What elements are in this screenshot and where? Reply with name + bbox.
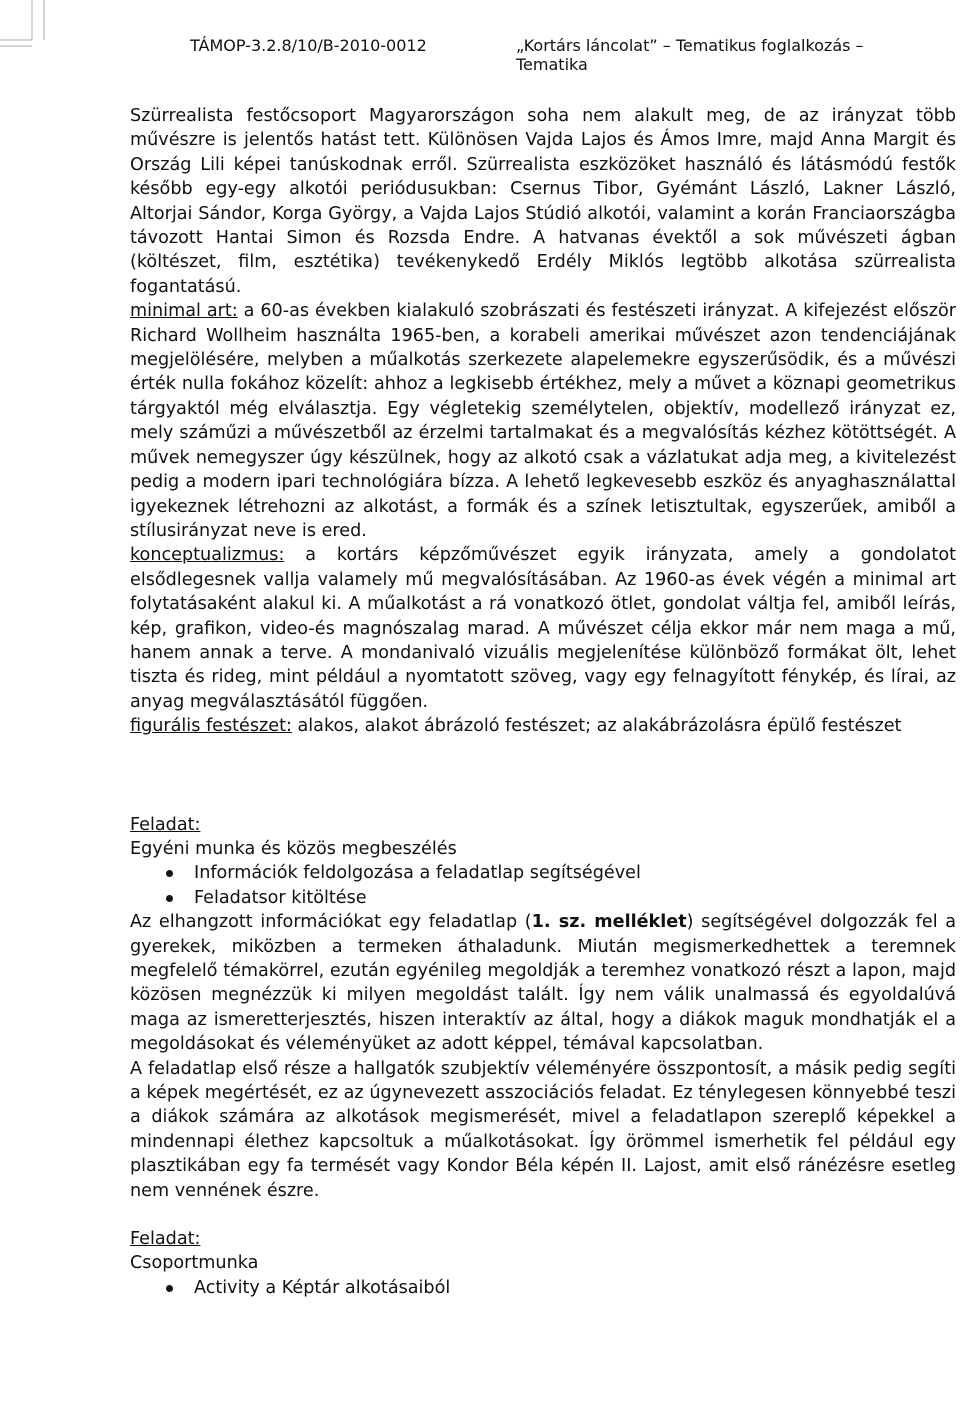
task1-attachment-ref: 1. sz. melléklet (531, 912, 687, 933)
task1-subtitle: Egyéni munka és közös megbeszélés (130, 838, 457, 859)
corner-crop-marks (0, 0, 60, 60)
spacer (130, 1203, 956, 1227)
konceptualizmus-paragraph (130, 543, 956, 714)
document-body (130, 104, 956, 1300)
task1-paragraph1 (130, 910, 956, 1056)
def-figuralis: alakos, alakot ábrázoló festészet; az alakábrázolásra épülő festészet (291, 716, 902, 737)
term-minimal-art: minimal art: (130, 301, 238, 322)
task1-paragraph2: A feladatlap első része a hallgatók szubjektív véleményére összpontosít, a másik pedig segíti a képek megértését, ez az úgynevezett asszociációs feladat. Ez ténylegesen könnyebbé teszi a diákok számára az alkotások megismerését, mivel a feladatlapon szereplő képekkel a mindennapi élethez kapcsoltuk a műalkotásokat. Így örömmel ismerhetik fel például egy plasztikában egy fa termését vagy Kondor Béla képén II. Lajost, amit első ránézésre esetleg nem vennének észre. (130, 1058, 956, 1201)
task2-subtitle: Csoportmunka (130, 1253, 259, 1274)
project-code: TÁMOP-3.2.8/10/B-2010-0012 (190, 36, 427, 55)
figuralis-paragraph (130, 714, 956, 738)
task1-list (130, 861, 956, 910)
spacer (130, 739, 956, 813)
task1-para1-text-rest: ) segítségével dolgozzák fel a gyerekek, miközben a termeken áthaladunk. Miután megismerkedhettek a teremnek megfelelő témakörrel, ezután egyénileg megoldják a teremhez vonatkozó részt a lapon, majd közösen megnézzük ki milyen megoldást talált. Így nem válik unalmassá és egyoldalúvá maga az ismeretterjesztés, hiszen interaktív az által, hogy a diákok maguk mondhatják el a megoldásokat és véleményüket az adott képpel, témával kapcsolatban. (130, 912, 957, 1055)
task1-para1-text: Az elhangzott információkat egy feladatlap ( (130, 912, 532, 933)
task1-heading: Feladat: (130, 814, 201, 835)
term-konceptualizmus: konceptualizmus: (130, 545, 285, 566)
list-item: Információk feldolgozása a feladatlap segítségével (130, 861, 956, 885)
task2-heading: Feladat: (130, 1229, 201, 1250)
list-item: Activity a Képtár alkotásaiból (130, 1276, 956, 1300)
list-item: Feladatsor kitöltése (130, 886, 956, 910)
intro-paragraph: Szürrealista festőcsoport Magyarországon soha nem alakult meg, de az irányzat több művészre is jelentős hatást tett. Különösen Vajda Lajos és Ámos Imre, majd Anna Margit és Ország Lili képei tanúskodnak erről. Szürrealista eszközöket használó és látásmódú festők később egy-egy alkotói periódusukban: Csernus Tibor, Gyémánt László, Lakner László, Altorjai Sándor, Korga György, a Vajda Lajos Stúdió alkotói, valamint a korán Franciaországba távozott Hantai Simon és Rozsda Endre. A hatvanas évektől a sok művészeti ágban (költészet, film, esztétika) tevékenykedő Erdély Miklós legtöbb alkotása szürrealista fogantatású. (130, 106, 956, 297)
def-konceptualizmus: a kortárs képzőművészet egyik irányzata, amely a gondolatot elsődlegesnek vallja valamely mű megvalósításában. Az 1960-as évek végén a minimal art folytatásaként alakul ki. A műalkotást a rá vonatkozó ötlet, gondolat váltja fel, amiből leírás, kép, grafikon, video-és magnószalag marad. A művészet célja ekkor már nem maga a mű, hanem annak a terve. A mondanivaló vizuális megjelenítése különböző formákat ölt, lehet tiszta és rideg, mint például a nyomtatott szöveg, vagy egy felnagyított fénykép, és lírai, az anyag megválasztásától függően. (130, 545, 956, 712)
term-figuralis: figurális festészet: (130, 716, 292, 737)
header-title-line2: Tematika (516, 55, 588, 74)
task2-list (130, 1276, 956, 1300)
header-title-line1: „Kortárs láncolat” – Tematikus foglalkozás – (516, 36, 864, 55)
minimal-art-paragraph (130, 299, 956, 543)
def-minimal-art: a 60-as években kialakuló szobrászati és festészeti irányzat. A kifejezést először Richard Wollheim használta 1965-ben, a korabeli amerikai művészet azon tendenciájának megjelölésére, melyben a műalkotás szerkezete alapelemekre egyszerűsödik, és a művészi érték nulla fokához közelít: ahhoz a legkisebb értékhez, mely a művet a köznapi geometrikus tárgyaktól még elválasztja. Egy végletekig személytelen, objektív, modellező irányzat ez, mely száműzi a művészetből az érzelmi tartalmakat és a megvalósítás kézhez kötöttségét. A művek nemegyszer úgy készülnek, hogy az alkotó csak a vázlatukat adja meg, a kivitelezést pedig a modern ipari technológiára bízza. A lehető legkevesebb eszköz és anyaghasználattal igyekeznek létrehozni az alkotást, a formák és a színek letisztultak, egyszerűek, amiből a stílusirányzat neve is ered. (130, 301, 956, 541)
header-title (516, 36, 864, 74)
